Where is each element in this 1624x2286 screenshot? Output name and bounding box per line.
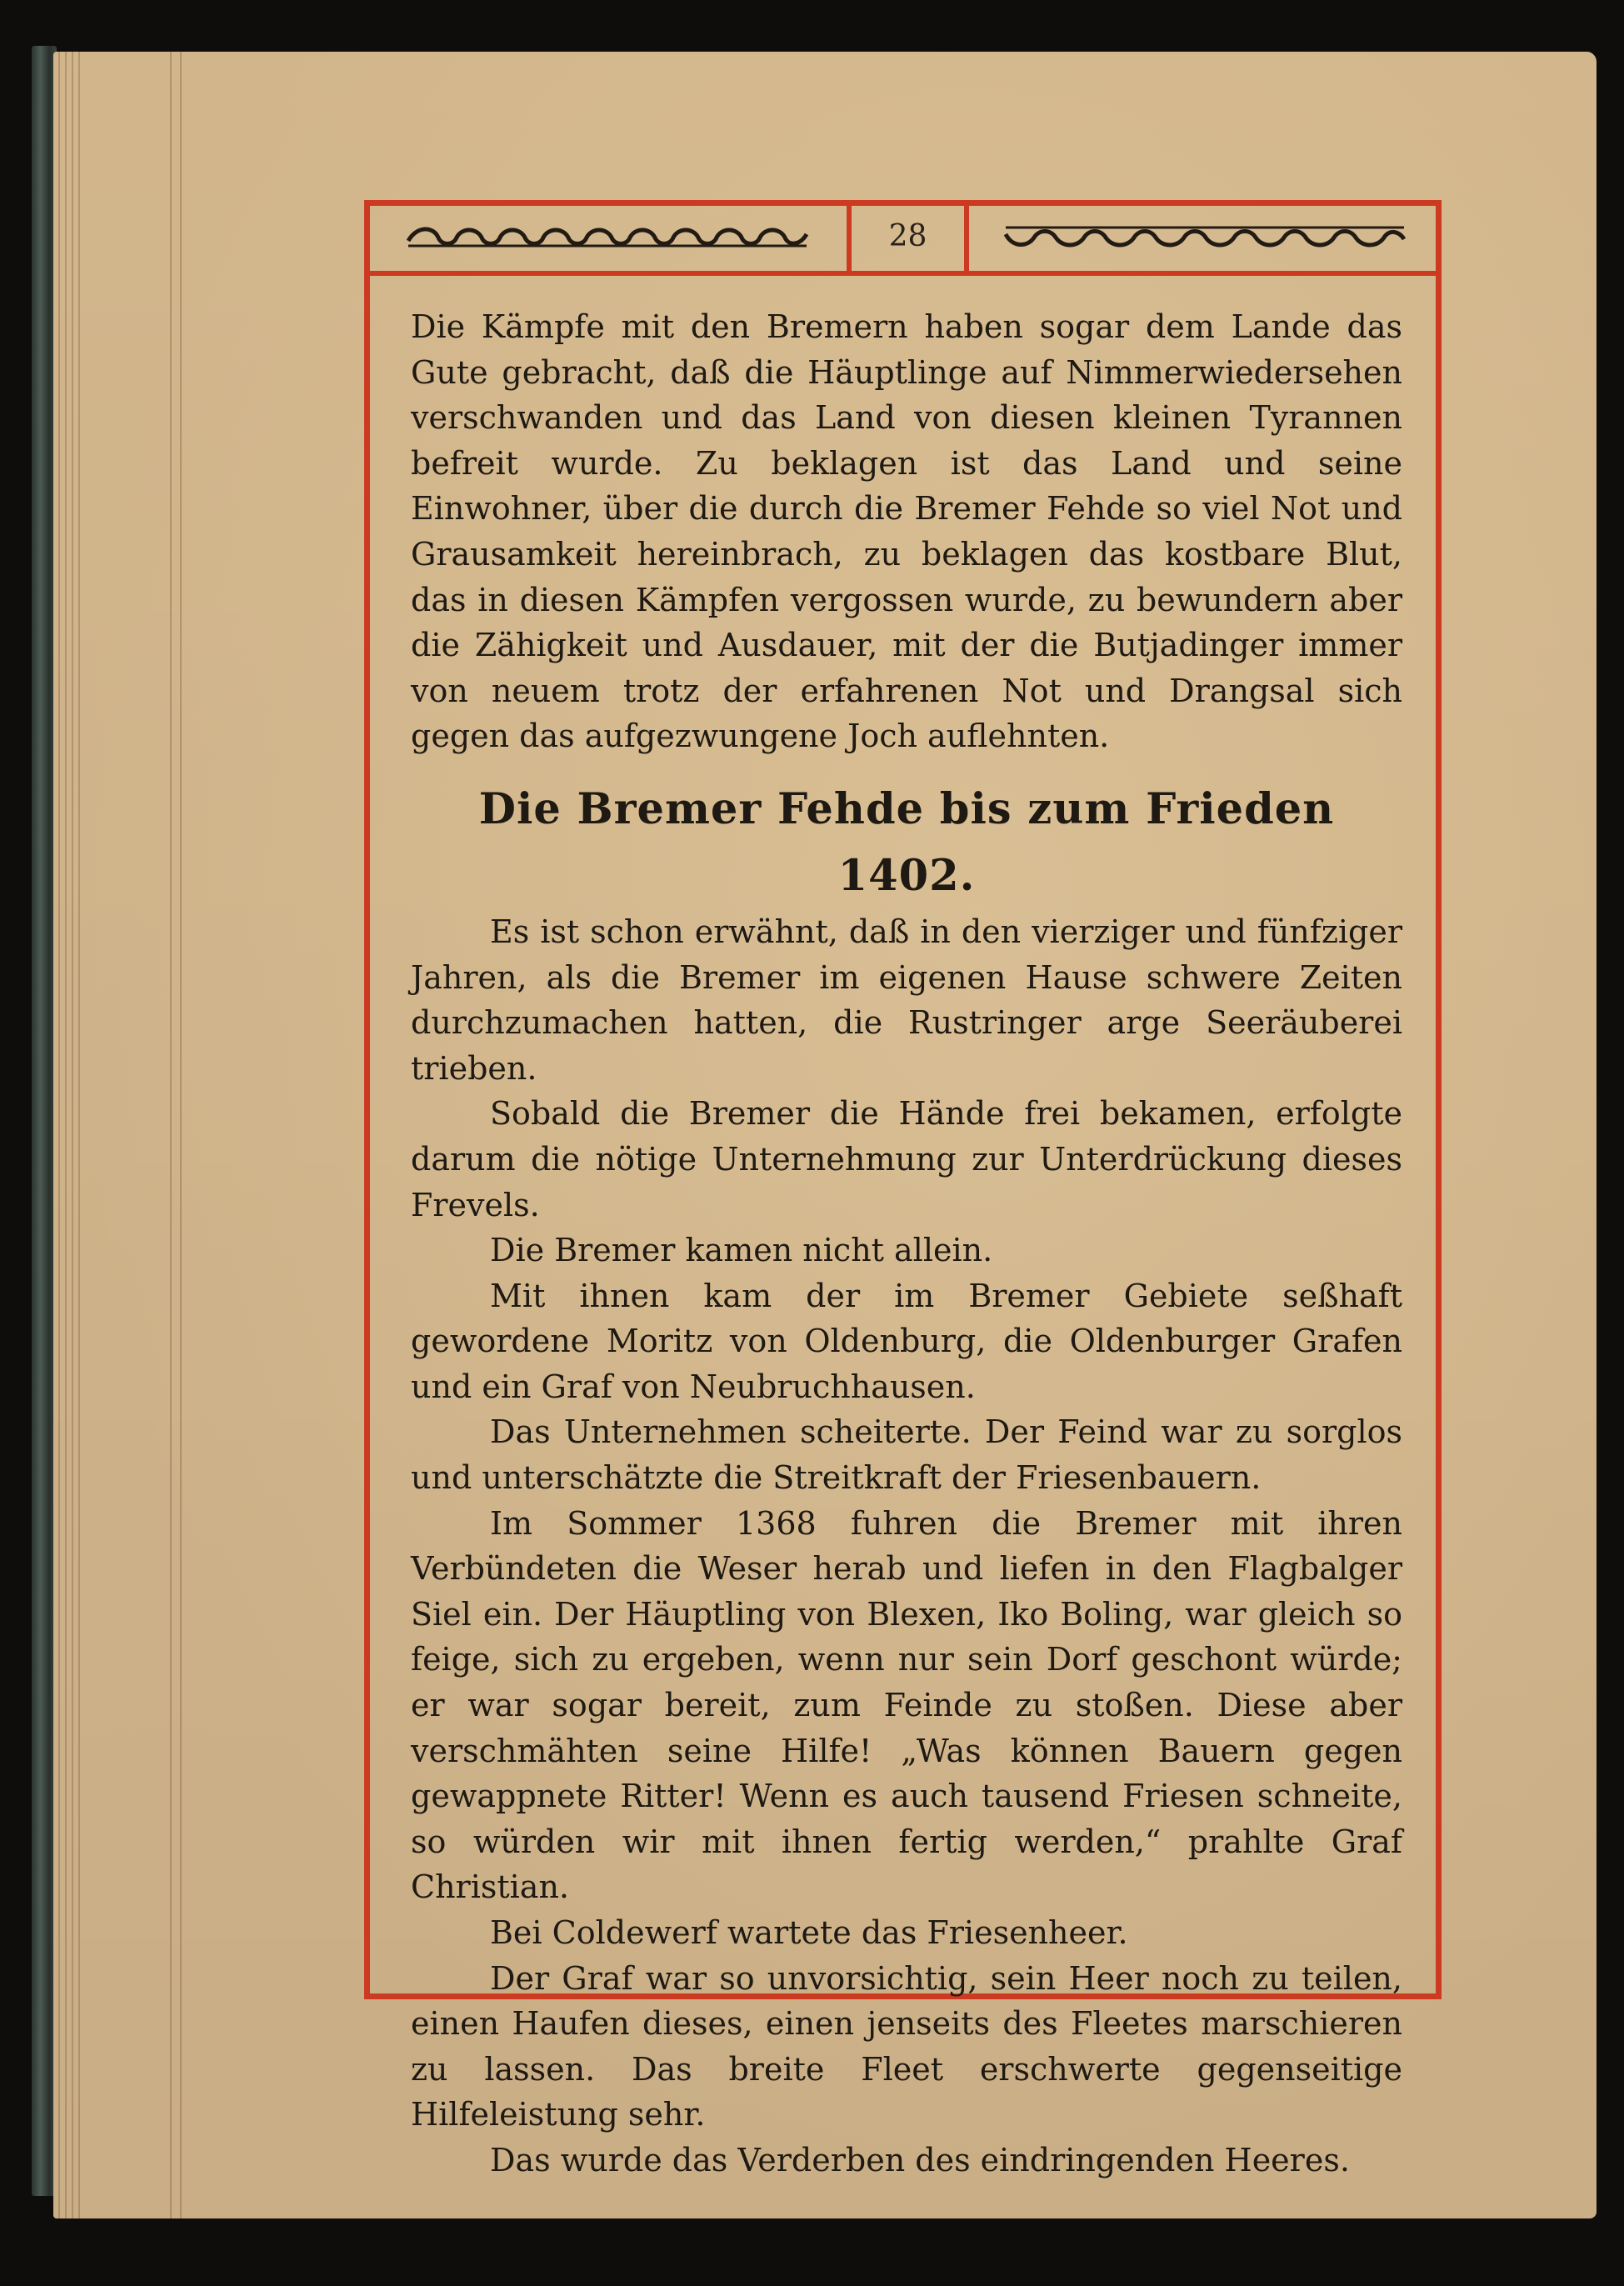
page-number-cell [852, 206, 969, 271]
paragraph: Der Graf war so unvorsichtig, sein Heer noch zu teilen, einen Haufen dieses, einen jenseits des Fleetes marschieren zu lassen. Das breite Fleet erschwerte gegenseitige Hilfeleistung sehr. [411, 1959, 1402, 2133]
page-edge [180, 52, 182, 2218]
paragraph: Sobald die Bremer die Hände frei bekamen, erfolgte darum die nötige Unternehmung zur Unterdrückung dieses Frevels. [411, 1095, 1402, 1223]
scroll-border-ornament-icon [1002, 223, 1407, 253]
paragraph: Es ist schon erwähnt, daß in den vierziger und fünfziger Jahren, als die Bremer im eigenen Hause schwere Zeiten durchzumachen hatten, die Rustringer arge Seeräuberei trieben. [411, 913, 1402, 1087]
paragraph: Die Bremer kamen nicht allein. [490, 1232, 993, 1269]
paragraph: Das wurde das Verderben des eindringenden Heeres. [490, 2141, 1350, 2178]
page-edge [58, 52, 60, 2218]
page-text [411, 304, 1402, 2183]
paragraph: Mit ihnen kam der im Bremer Gebiete seßhaft gewordene Moritz von Oldenburg, die Oldenburger Grafen und ein Graf von Neubruchhausen. [411, 1277, 1402, 1405]
intro-paragraph: Die Kämpfe mit den Bremern haben sogar dem Lande das Gute gebracht, daß die Häuptlinge auf Nimmerwiedersehen verschwanden und das Land von diesen kleinen Tyrannen befreit wurde. Zu beklagen ist das Land und seine Einwohner, über die durch die Bremer Fehde so viel Not und Grausamkeit hereinbrach, zu beklagen das kostbare Blut, das in diesen Kämpfen vergossen wurde, zu bewundern aber die Zähigkeit und Ausdauer, mit der die Butjadinger immer von neuem trotz der erfahrenen Not und Drangsal sich gegen das aufgezwungene Joch auflehnten. [411, 308, 1402, 755]
scroll-border-ornament-icon [405, 223, 810, 253]
paragraph: Im Sommer 1368 fuhren die Bremer mit ihren Verbündeten die Weser herab und liefen in den Flagbalger Siel ein. Der Häuptling von Blexen, Iko Boling, war gleich so feige, sich zu ergeben, wenn nur sein Dorf geschont würde; er war sogar bereit, zum Feinde zu stoßen. Diese aber verschmähten seine Hilfe! „Was können Bauern gegen gewappnete Ritter! Wenn es auch tausend Friesen schneite, so würden wir mit ihnen fertig werden,“ prahlte Graf Christian. [411, 1504, 1402, 1906]
paragraph: Das Unternehmen scheiterte. Der Feind war zu sorglos und unterschätzte die Streitkraft der Friesenbauern. [411, 1413, 1402, 1497]
page-edge [170, 52, 172, 2218]
page-edge [65, 52, 67, 2218]
page-edge [72, 52, 73, 2218]
page-header [370, 206, 1436, 276]
page-edge [78, 52, 80, 2218]
paragraph: Bei Coldewerf wartete das Friesenheer. [490, 1914, 1128, 1951]
section-heading: Die Bremer Fehde bis zum Frieden 1402. [478, 783, 1335, 901]
header-ornament-right [969, 206, 1436, 271]
header-ornament-left [370, 206, 852, 271]
page-number: 28 [888, 219, 927, 253]
